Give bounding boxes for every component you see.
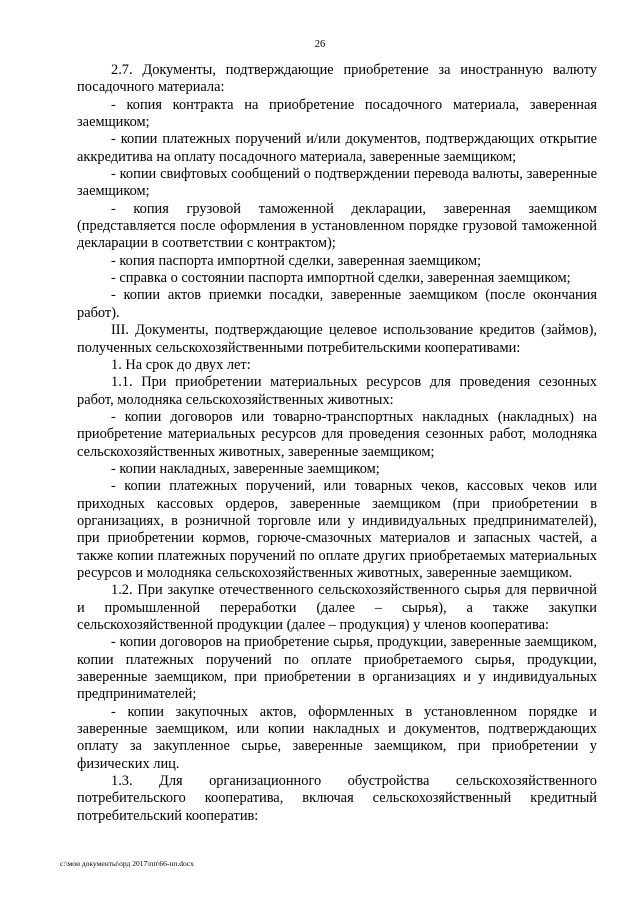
- paragraph: 1. На срок до двух лет:: [111, 356, 251, 373]
- paragraph: - копии накладных, заверенные заемщиком;: [111, 460, 380, 477]
- paragraph: - копии договоров на приобретение сырья, продукции, заверенные заемщиком, копии платежных поручений по оплате приобретаемого сырья, продукции, заверенные заемщиком, при приобретении в организациях и у индивидуальных предпринимателей;: [77, 634, 597, 703]
- paragraph: - копии договоров или товарно-транспортных накладных (накладных) на приобретение материальных ресурсов для проведения сезонных работ, молодняка сельскохозяйственных животных, заверенные заемщиком;: [77, 408, 597, 460]
- paragraph: - копии свифтовых сообщений о подтверждении перевода валюты, заверенные заемщиком;: [77, 166, 597, 200]
- paragraph: - копии платежных поручений и/или документов, подтверждающих открытие аккредитива на оплату посадочного материала, заверенные заемщиком;: [77, 131, 597, 165]
- paragraph: 1.3. Для организационного обустройства сельскохозяйственного потребительского кооператива, включая сельскохозяйственный кредитный потребительский кооператив:: [77, 773, 597, 824]
- paragraph: - справка о состоянии паспорта импортной сделки, заверенная заемщиком;: [111, 270, 571, 287]
- section-heading: III. Документы, подтверждающие целевое использование кредитов (займов), полученных сельскохозяйственными потребительскими кооперативами:: [77, 322, 597, 356]
- paragraph: - копия грузовой таможенной декларации, заверенная заемщиком (представляется после оформления в установленном порядке грузовой таможенной декларации в соответствии с контрактом);: [77, 200, 597, 252]
- paragraph: - копия паспорта импортной сделки, заверенная заемщиком;: [111, 252, 482, 269]
- document-body: [77, 62, 597, 825]
- footer-file-path: c:\мои документы\орд 2017\пп\66-пп.docx: [60, 859, 194, 868]
- paragraph: - копии актов приемки посадки, заверенные заемщиком (после окончания работ).: [77, 287, 597, 321]
- paragraph: 1.2. При закупке отечественного сельскохозяйственного сырья для первичной и промышленной переработки (далее – сырья), а также закупки сельскохозяйственной продукции (далее – продукция) у членов кооператива:: [77, 582, 597, 633]
- paragraph: - копии закупочных актов, оформленных в установленном порядке и заверенные заемщиком, или копии накладных и документов, подтверждающих оплату за закупленное сырье, заверенные заемщиком, при приобретении у физических лиц.: [77, 703, 597, 772]
- paragraph: 2.7. Документы, подтверждающие приобретение за иностранную валюту посадочного материала:: [77, 62, 597, 96]
- page-number: 26: [314, 39, 326, 50]
- paragraph: - копии платежных поручений, или товарных чеков, кассовых чеков или приходных кассовых ордеров, заверенные заемщиком (при приобретении в организациях, в розничной торговле или у индивидуальных предпринимателей), при приобретении кормов, горюче-смазочных материалов и запасных частей, а также копии платежных поручений по оплате других приобретаемых материальных ресурсов и молодняка сельскохозяйственных животных, заверенные заемщиком.: [77, 478, 597, 581]
- paragraph: - копия контракта на приобретение посадочного материала, заверенная заемщиком;: [77, 96, 597, 131]
- paragraph: 1.1. При приобретении материальных ресурсов для проведения сезонных работ, молодняка сельскохозяйственных животных:: [77, 374, 597, 408]
